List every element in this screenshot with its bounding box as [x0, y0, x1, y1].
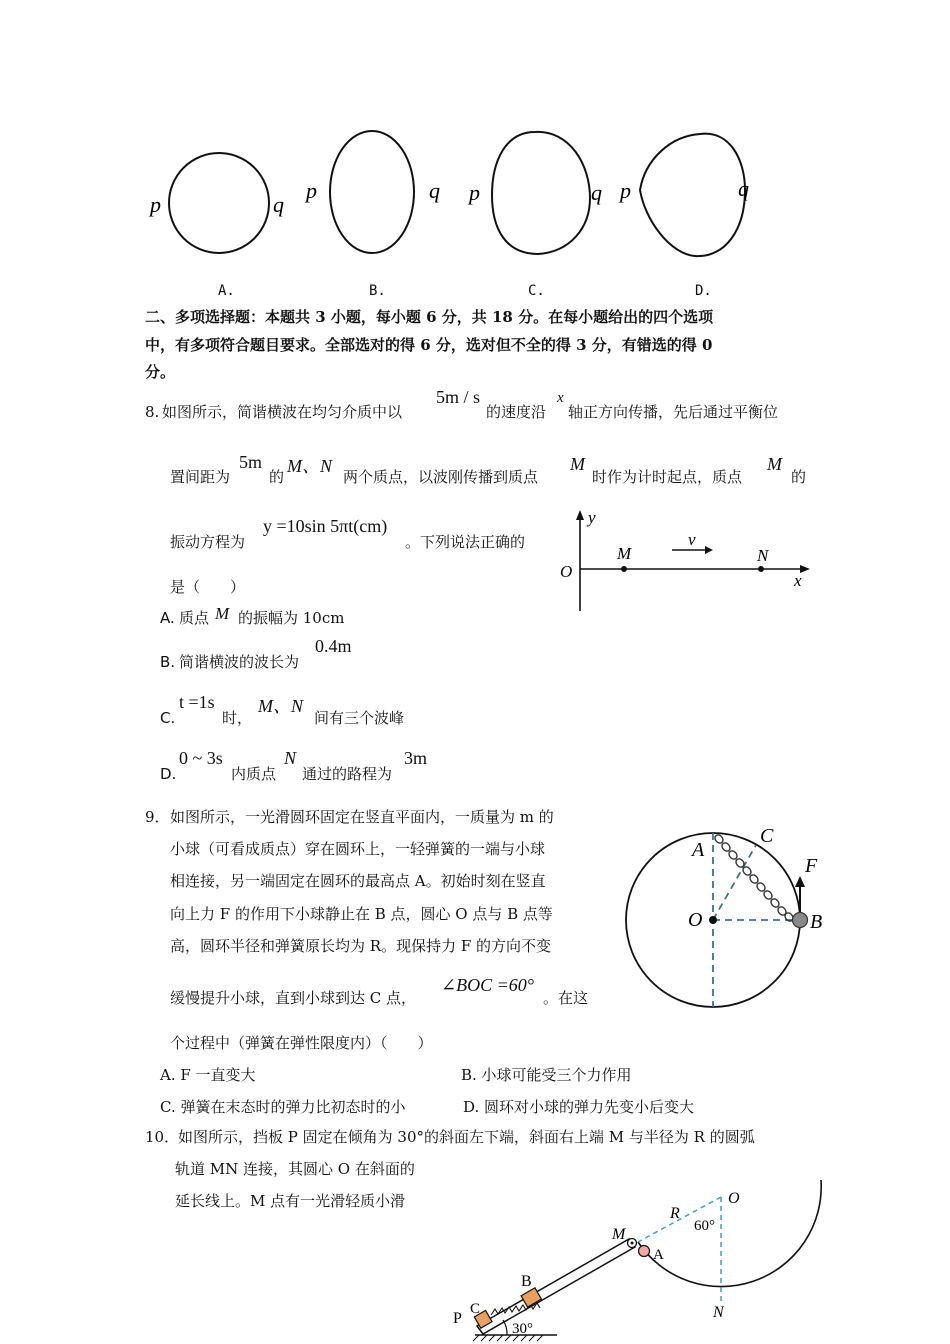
q9-option-d: D. 圆环对小球的弹力先变小后变大: [463, 1098, 695, 1116]
q10-pulley-axle: [631, 1242, 634, 1245]
q8-option-c-text2: 间有三个波峰: [314, 709, 405, 727]
section2-line1: 二、多项选择题：本题共 3 小题，每小题 6 分，共 18 分。在每小题给出的四个选项: [145, 308, 714, 326]
q8-x-var: x: [557, 390, 564, 406]
q8-line2-c: 两个质点，以波刚传播到质点: [343, 468, 539, 486]
curve-b-q-label: q: [429, 178, 440, 203]
q9-fig-c: C: [760, 825, 774, 847]
q8-option-d-value: 3m: [404, 748, 428, 768]
q9-oc-dashed: [713, 845, 756, 920]
section2-line2: 中，有多项符合题目要求。全部选对的得 6 分，选对但不全的得 3 分，有错选的得 0: [145, 336, 713, 354]
q9-line5: 高，圆环半径和弹簧原长均为 R。现保持力 F 的方向不变: [170, 937, 552, 955]
shape-options-figure: [140, 120, 780, 310]
q9-option-b: B. 小球可能受三个力作用: [461, 1066, 632, 1084]
q8-equation: y =10sin 5πt(cm): [263, 516, 388, 536]
q9-fig-a: A: [692, 839, 705, 861]
q8-line1-a: 如图所示，简谐横波在均匀介质中以: [162, 403, 403, 421]
q8-option-c-text1: 时，: [222, 709, 253, 727]
curve-a-q-label: q: [273, 192, 284, 217]
q9-option-a: A. F 一直变大: [160, 1066, 256, 1084]
q8-line1-c: 轴正方向传播，先后通过平衡位: [568, 403, 779, 421]
q10-fig-r: R: [670, 1205, 680, 1222]
q8-speed: 5m / s: [436, 387, 481, 407]
curve-a-p-label: p: [150, 192, 161, 217]
q8-line3-a: 振动方程为: [170, 533, 246, 551]
q8-option-a-m: M: [215, 604, 230, 623]
q9-center-o: [709, 916, 717, 924]
q10-fig-a: A: [653, 1247, 664, 1263]
q9-angle: ∠BOC =60°: [441, 975, 534, 995]
option-b-label: B.: [369, 283, 386, 299]
q8-option-a-text1: 质点: [179, 609, 210, 627]
q9-line1: 如图所示，一光滑圆环固定在竖直平面内，一质量为 m 的: [170, 808, 554, 826]
q8-option-b-value: 0.4m: [315, 636, 352, 656]
q9-spring: [713, 833, 794, 922]
q8-option-d-label: D.: [160, 765, 177, 783]
q8-option-d-text1: 内质点: [231, 765, 277, 783]
q9-option-c: C. 弹簧在末态时的弹力比初态时的小: [160, 1098, 406, 1116]
q10-fig-angle: 60°: [694, 1218, 715, 1234]
q10-incline-figure: [445, 1175, 835, 1344]
q9-force-arrowhead: [795, 876, 805, 887]
curve-d-p-label: p: [620, 178, 631, 203]
q10-fig-incline-angle: 30°: [512, 1321, 533, 1337]
q8-y-arrow: [576, 510, 584, 520]
q8-line3-b: 。下列说法正确的: [405, 533, 526, 551]
q8-option-a-text2: 的振幅为 10cm: [238, 609, 345, 627]
q8-option-d-time: 0 ~ 3s: [179, 748, 223, 768]
q8-line2-d: 时作为计时起点，质点: [592, 468, 743, 486]
q10-line1: 如图所示，挡板 P 固定在倾角为 30°的斜面左下端，斜面右上端 M 与半径为 R 的圆弧: [178, 1128, 755, 1146]
curve-b-p-label: p: [306, 178, 317, 203]
q8-distance: 5m: [239, 452, 263, 472]
q9-fig-o: O: [688, 909, 703, 931]
q10-fig-m: M: [612, 1226, 626, 1243]
q8-option-c-time: t =1s: [179, 692, 215, 712]
curve-d-egg: [640, 134, 745, 256]
q10-line2: 轨道 MN 连接，其圆心 O 在斜面的: [175, 1160, 415, 1178]
q8-option-c-label: C.: [160, 709, 176, 727]
q8-point-n: [758, 566, 764, 572]
q8-option-c-mn: M、N: [258, 696, 303, 716]
q8-line1-b: 的速度沿: [486, 403, 547, 421]
q8-line2-a: 置间距为: [170, 468, 231, 486]
curve-c-p-label: p: [469, 180, 480, 205]
q8-velocity-arrowhead: [705, 546, 713, 554]
q9-line6-b: 。在这: [543, 989, 589, 1007]
q9-ball-b: [793, 913, 808, 928]
q8-line2-e: 的: [791, 468, 807, 486]
q8-fig-y: y: [588, 508, 596, 527]
q10-fig-o: O: [728, 1190, 740, 1207]
q9-ring-figure: [615, 820, 835, 1010]
q8-fig-m: M: [617, 544, 632, 563]
q8-number: 8.: [145, 403, 160, 421]
option-a-label: A.: [218, 283, 235, 299]
q8-option-a-label: A.: [160, 609, 175, 627]
q8-option-b-text: 简谐横波的波长为: [179, 653, 300, 671]
q10-fig-c: C: [470, 1301, 481, 1317]
curve-c-q-label: q: [591, 180, 602, 205]
q9-line4: 向上力 F 的作用下小球静止在 B 点，圆心 O 点与 B 点等: [170, 905, 553, 923]
curve-c-egg: [492, 132, 590, 254]
q8-line2-b: 的: [269, 468, 285, 486]
q10-number: 10．: [145, 1128, 180, 1146]
q9-line7: 个过程中（弹簧在弹性限度内）（ ）: [170, 1034, 433, 1052]
q8-option-b-label: B.: [160, 653, 176, 671]
q8-fig-n: N: [757, 546, 769, 565]
q10-fig-n: N: [713, 1304, 724, 1321]
q8-option-d-n: N: [284, 748, 297, 768]
q9-fig-b: B: [810, 911, 823, 933]
q8-mn: M、N: [287, 456, 332, 476]
q8-option-d-text2: 通过的路程为: [302, 765, 393, 783]
q8-m1: M: [570, 454, 585, 474]
q9-line6-a: 缓慢提升小球，直到小球到达 C 点，: [170, 989, 417, 1007]
curve-d-q-label: q: [738, 176, 749, 201]
q8-fig-x: x: [794, 571, 802, 590]
q8-m2: M: [767, 454, 782, 474]
q8-fig-v: v: [688, 530, 696, 549]
q8-point-m: [621, 566, 627, 572]
option-c-label: C.: [528, 283, 545, 299]
option-d-label: D.: [695, 283, 712, 299]
q10-line3: 延长线上。M 点有一光滑轻质小滑: [175, 1192, 406, 1210]
q8-line4: 是（ ）: [170, 578, 246, 596]
q9-number: 9．: [145, 808, 170, 826]
q10-ball-a: [639, 1246, 650, 1257]
q8-wave-figure: [555, 505, 815, 615]
q10-incline-plank: [477, 1239, 635, 1334]
q8-fig-o: O: [560, 562, 573, 581]
q10-fig-b: B: [521, 1273, 532, 1290]
q9-line2: 小球（可看成质点）穿在圆环上，一轻弹簧的一端与小球: [170, 840, 546, 858]
q9-fig-f: F: [805, 855, 818, 877]
curve-a-circle: [169, 153, 269, 253]
section2-line3: 分。: [145, 363, 176, 381]
q9-line3: 相连接，另一端固定在圆环的最高点 A。初始时刻在竖直: [170, 872, 546, 890]
q10-fig-p: P: [453, 1310, 462, 1327]
curve-b-ellipse: [330, 131, 414, 253]
